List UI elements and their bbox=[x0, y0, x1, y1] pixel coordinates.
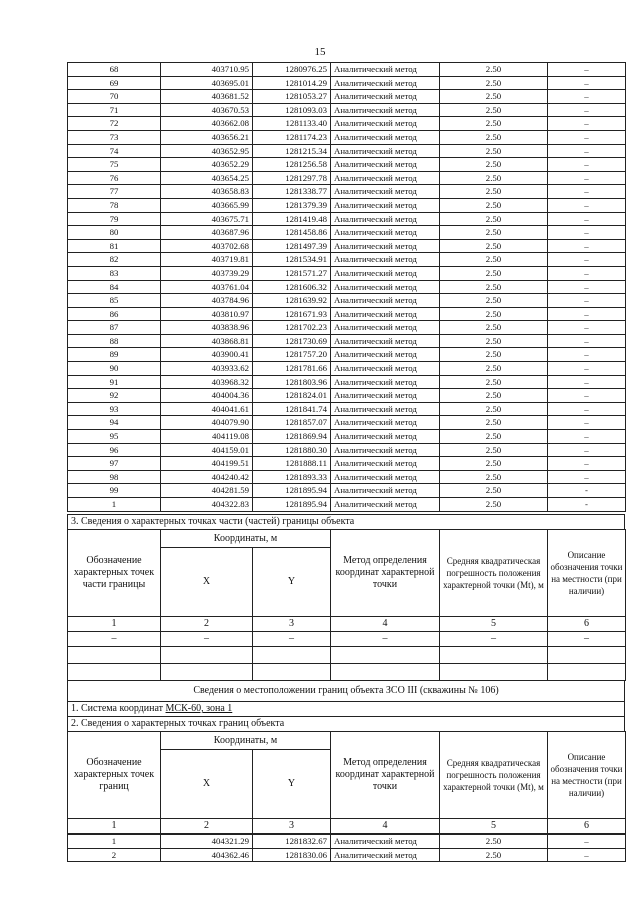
num-4: 4 bbox=[331, 819, 440, 834]
description: – bbox=[548, 198, 626, 212]
y-coordinate: 1281841.74 bbox=[253, 402, 331, 416]
point-id: 99 bbox=[68, 484, 161, 498]
point-id: 86 bbox=[68, 307, 161, 321]
y-coordinate: 1281888.11 bbox=[253, 457, 331, 471]
description: – bbox=[548, 158, 626, 172]
x-coordinate: 403968.32 bbox=[161, 375, 253, 389]
y-coordinate: 1281893.33 bbox=[253, 470, 331, 484]
method: Аналитический метод bbox=[331, 212, 440, 226]
num-6: 6 bbox=[548, 617, 626, 632]
description: – bbox=[548, 307, 626, 321]
x-coordinate: 403695.01 bbox=[161, 76, 253, 90]
x-coordinate: 403810.97 bbox=[161, 307, 253, 321]
table-row bbox=[68, 185, 626, 199]
x-coordinate: 404079.90 bbox=[161, 416, 253, 430]
x-coordinate: 403654.25 bbox=[161, 171, 253, 185]
point-id: 85 bbox=[68, 294, 161, 308]
error-value: 2.50 bbox=[440, 430, 548, 444]
description: – bbox=[548, 416, 626, 430]
coordinate-system bbox=[67, 701, 625, 716]
error-value: 2.50 bbox=[440, 76, 548, 90]
error-value: 2.50 bbox=[440, 498, 548, 512]
error-value: 2.50 bbox=[440, 144, 548, 158]
description: – bbox=[548, 239, 626, 253]
point-id: 91 bbox=[68, 375, 161, 389]
point-id: 76 bbox=[68, 171, 161, 185]
y-coordinate: 1281215.34 bbox=[253, 144, 331, 158]
error-value: 2.50 bbox=[440, 103, 548, 117]
error-value: 2.50 bbox=[440, 484, 548, 498]
dash-cell: – bbox=[161, 632, 253, 647]
table-row bbox=[68, 130, 626, 144]
table-row bbox=[68, 348, 626, 362]
method: Аналитический метод bbox=[331, 443, 440, 457]
description: – bbox=[548, 470, 626, 484]
error-value: 2.50 bbox=[440, 117, 548, 131]
x-coordinate: 403933.62 bbox=[161, 362, 253, 376]
point-id: 79 bbox=[68, 212, 161, 226]
method: Аналитический метод bbox=[331, 835, 440, 849]
description-header: Описание обозначения точки на местности (при наличии) bbox=[548, 530, 626, 617]
method: Аналитический метод bbox=[331, 321, 440, 335]
description: – bbox=[548, 63, 626, 77]
error-value: 2.50 bbox=[440, 226, 548, 240]
x-coordinate: 403681.52 bbox=[161, 90, 253, 104]
dash-cell: – bbox=[548, 632, 626, 647]
point-id: 72 bbox=[68, 117, 161, 131]
table-row bbox=[68, 498, 626, 512]
y-coordinate: 1281571.27 bbox=[253, 266, 331, 280]
dash-cell: – bbox=[253, 632, 331, 647]
table-row bbox=[68, 443, 626, 457]
num-1: 1 bbox=[68, 819, 161, 834]
error-value: 2.50 bbox=[440, 90, 548, 104]
table-row bbox=[68, 294, 626, 308]
method: Аналитический метод bbox=[331, 158, 440, 172]
error-value: 2.50 bbox=[440, 389, 548, 403]
method: Аналитический метод bbox=[331, 348, 440, 362]
x-coordinate: 403670.53 bbox=[161, 103, 253, 117]
point-id: 75 bbox=[68, 158, 161, 172]
coords-header: Координаты, м bbox=[161, 530, 331, 548]
description: – bbox=[548, 144, 626, 158]
error-value: 2.50 bbox=[440, 348, 548, 362]
table-row bbox=[68, 63, 626, 77]
x-header: X bbox=[161, 750, 253, 819]
coords-header: Координаты, м bbox=[161, 732, 331, 750]
description: – bbox=[548, 334, 626, 348]
error-value: 2.50 bbox=[440, 470, 548, 484]
error-value: 2.50 bbox=[440, 253, 548, 267]
error-value: 2.50 bbox=[440, 321, 548, 335]
y-coordinate: 1281458.86 bbox=[253, 226, 331, 240]
description: – bbox=[548, 348, 626, 362]
y-coordinate: 1281824.01 bbox=[253, 389, 331, 403]
method: Аналитический метод bbox=[331, 498, 440, 512]
table-row bbox=[68, 375, 626, 389]
y-coordinate: 1281895.94 bbox=[253, 484, 331, 498]
method: Аналитический метод bbox=[331, 185, 440, 199]
dash-cell: – bbox=[68, 632, 161, 647]
x-coordinate: 403652.95 bbox=[161, 144, 253, 158]
table-row bbox=[68, 307, 626, 321]
coordinate-system-value: МСК-60, зона 1 bbox=[165, 703, 233, 714]
point-id: 2 bbox=[68, 848, 161, 862]
table-row bbox=[68, 90, 626, 104]
zso-title: Сведения о местоположении границ объекта ЗСО III (скважины № 106) bbox=[67, 681, 625, 701]
num-2: 2 bbox=[161, 617, 253, 632]
point-id: 81 bbox=[68, 239, 161, 253]
num-6: 6 bbox=[548, 819, 626, 834]
point-id: 90 bbox=[68, 362, 161, 376]
error-value: 2.50 bbox=[440, 294, 548, 308]
method: Аналитический метод bbox=[331, 239, 440, 253]
x-coordinate: 403656.21 bbox=[161, 130, 253, 144]
section-3-table bbox=[67, 529, 626, 681]
section-3-title: 3. Сведения о характерных точках части (частей) границы объекта bbox=[67, 514, 625, 529]
x-coordinate: 404281.59 bbox=[161, 484, 253, 498]
y-header: Y bbox=[253, 750, 331, 819]
point-id: 1 bbox=[68, 835, 161, 849]
num-3: 3 bbox=[253, 617, 331, 632]
x-coordinate: 403665.99 bbox=[161, 198, 253, 212]
point-id: 88 bbox=[68, 334, 161, 348]
y-header: Y bbox=[253, 548, 331, 617]
x-coordinate: 404119.08 bbox=[161, 430, 253, 444]
point-id: 73 bbox=[68, 130, 161, 144]
point-id: 69 bbox=[68, 76, 161, 90]
section-3 bbox=[67, 514, 625, 862]
method: Аналитический метод bbox=[331, 362, 440, 376]
method: Аналитический метод bbox=[331, 171, 440, 185]
method: Аналитический метод bbox=[331, 307, 440, 321]
description: – bbox=[548, 212, 626, 226]
error-header: Средняя квадратическая погрешность положения характерной точки (Mt), м bbox=[440, 732, 548, 819]
x-coordinate: 403761.04 bbox=[161, 280, 253, 294]
point-id: 83 bbox=[68, 266, 161, 280]
x-coordinate: 403652.29 bbox=[161, 158, 253, 172]
table-row bbox=[68, 226, 626, 240]
description: – bbox=[548, 253, 626, 267]
error-value: 2.50 bbox=[440, 185, 548, 199]
method: Аналитический метод bbox=[331, 63, 440, 77]
point-id: 92 bbox=[68, 389, 161, 403]
x-coordinate: 403868.81 bbox=[161, 334, 253, 348]
error-value: 2.50 bbox=[440, 130, 548, 144]
method: Аналитический метод bbox=[331, 226, 440, 240]
x-coordinate: 404004.36 bbox=[161, 389, 253, 403]
description: – bbox=[548, 103, 626, 117]
table-row bbox=[68, 362, 626, 376]
x-coordinate: 403702.68 bbox=[161, 239, 253, 253]
description: – bbox=[548, 280, 626, 294]
y-coordinate: 1281639.92 bbox=[253, 294, 331, 308]
description-header: Описание обозначения точки на местности (при наличии) bbox=[548, 732, 626, 819]
description: – bbox=[548, 430, 626, 444]
error-value: 2.50 bbox=[440, 402, 548, 416]
method: Аналитический метод bbox=[331, 457, 440, 471]
description: – bbox=[548, 362, 626, 376]
method: Аналитический метод bbox=[331, 430, 440, 444]
table-row bbox=[68, 253, 626, 267]
table-row bbox=[68, 198, 626, 212]
x-coordinate: 404322.83 bbox=[161, 498, 253, 512]
description: – bbox=[548, 90, 626, 104]
table-row bbox=[68, 117, 626, 131]
error-value: 2.50 bbox=[440, 266, 548, 280]
point-id: 87 bbox=[68, 321, 161, 335]
error-value: 2.50 bbox=[440, 362, 548, 376]
num-2: 2 bbox=[161, 819, 253, 834]
table-row bbox=[68, 416, 626, 430]
point-id: 70 bbox=[68, 90, 161, 104]
dash-cell: – bbox=[440, 632, 548, 647]
table-row bbox=[68, 158, 626, 172]
x-coordinate: 404041.61 bbox=[161, 402, 253, 416]
point-id: 94 bbox=[68, 416, 161, 430]
method: Аналитический метод bbox=[331, 253, 440, 267]
method: Аналитический метод bbox=[331, 848, 440, 862]
description: – bbox=[548, 389, 626, 403]
x-coordinate: 403784.96 bbox=[161, 294, 253, 308]
y-coordinate: 1281256.58 bbox=[253, 158, 331, 172]
description: - bbox=[548, 484, 626, 498]
x-coordinate: 403675.71 bbox=[161, 212, 253, 226]
y-coordinate: 1281803.96 bbox=[253, 375, 331, 389]
method: Аналитический метод bbox=[331, 266, 440, 280]
table-row bbox=[68, 835, 626, 849]
y-coordinate: 1281895.94 bbox=[253, 498, 331, 512]
x-coordinate: 404240.42 bbox=[161, 470, 253, 484]
y-coordinate: 1281133.40 bbox=[253, 117, 331, 131]
method: Аналитический метод bbox=[331, 402, 440, 416]
description: – bbox=[548, 76, 626, 90]
point-id: 80 bbox=[68, 226, 161, 240]
num-5: 5 bbox=[440, 819, 548, 834]
method: Аналитический метод bbox=[331, 90, 440, 104]
error-value: 2.50 bbox=[440, 212, 548, 226]
method: Аналитический метод bbox=[331, 334, 440, 348]
table-row bbox=[68, 334, 626, 348]
x-coordinate: 403710.95 bbox=[161, 63, 253, 77]
error-value: 2.50 bbox=[440, 239, 548, 253]
table-row bbox=[68, 171, 626, 185]
x-coordinate: 403719.81 bbox=[161, 253, 253, 267]
table-row bbox=[68, 430, 626, 444]
y-coordinate: 1281702.23 bbox=[253, 321, 331, 335]
description: – bbox=[548, 402, 626, 416]
y-coordinate: 1281880.30 bbox=[253, 443, 331, 457]
y-coordinate: 1281606.32 bbox=[253, 280, 331, 294]
table-row bbox=[68, 280, 626, 294]
point-id: 84 bbox=[68, 280, 161, 294]
point-id: 74 bbox=[68, 144, 161, 158]
description: – bbox=[548, 185, 626, 199]
zso-table bbox=[67, 731, 626, 834]
point-id: 98 bbox=[68, 470, 161, 484]
method: Аналитический метод bbox=[331, 144, 440, 158]
description: – bbox=[548, 171, 626, 185]
zso-section-2-title: 2. Сведения о характерных точках границ объекта bbox=[67, 716, 625, 731]
x-coordinate: 403662.08 bbox=[161, 117, 253, 131]
method-header: Метод определения координат характерной точки bbox=[331, 732, 440, 819]
table-row bbox=[68, 266, 626, 280]
method: Аналитический метод bbox=[331, 198, 440, 212]
y-coordinate: 1281781.66 bbox=[253, 362, 331, 376]
y-coordinate: 1281419.48 bbox=[253, 212, 331, 226]
error-value: 2.50 bbox=[440, 835, 548, 849]
dash-cell: – bbox=[331, 632, 440, 647]
description: – bbox=[548, 375, 626, 389]
table-row bbox=[68, 457, 626, 471]
x-coordinate: 403838.96 bbox=[161, 321, 253, 335]
y-coordinate: 1281832.67 bbox=[253, 835, 331, 849]
error-value: 2.50 bbox=[440, 334, 548, 348]
point-id: 1 bbox=[68, 498, 161, 512]
num-3: 3 bbox=[253, 819, 331, 834]
method-header: Метод определения координат характерной точки bbox=[331, 530, 440, 617]
y-coordinate: 1281534.91 bbox=[253, 253, 331, 267]
point-id: 97 bbox=[68, 457, 161, 471]
x-coordinate: 404159.01 bbox=[161, 443, 253, 457]
y-coordinate: 1280976.25 bbox=[253, 63, 331, 77]
table-row bbox=[68, 239, 626, 253]
col-point-header: Обозначение характерных точек границ bbox=[68, 732, 161, 819]
method: Аналитический метод bbox=[331, 103, 440, 117]
point-id: 68 bbox=[68, 63, 161, 77]
y-coordinate: 1281757.20 bbox=[253, 348, 331, 362]
error-value: 2.50 bbox=[440, 375, 548, 389]
num-4: 4 bbox=[331, 617, 440, 632]
x-coordinate: 403687.96 bbox=[161, 226, 253, 240]
error-value: 2.50 bbox=[440, 171, 548, 185]
num-5: 5 bbox=[440, 617, 548, 632]
y-coordinate: 1281297.78 bbox=[253, 171, 331, 185]
x-coordinate: 403900.41 bbox=[161, 348, 253, 362]
table-row bbox=[68, 212, 626, 226]
description: - bbox=[548, 498, 626, 512]
description: – bbox=[548, 321, 626, 335]
table-row bbox=[68, 103, 626, 117]
y-coordinate: 1281093.03 bbox=[253, 103, 331, 117]
y-coordinate: 1281830.06 bbox=[253, 848, 331, 862]
point-id: 78 bbox=[68, 198, 161, 212]
page-number: 15 bbox=[314, 46, 326, 58]
x-coordinate: 404362.46 bbox=[161, 848, 253, 862]
y-coordinate: 1281869.94 bbox=[253, 430, 331, 444]
table-row bbox=[68, 76, 626, 90]
table-row bbox=[68, 402, 626, 416]
error-header: Средняя квадратическая погрешность положения характерной точки (Mt), м bbox=[440, 530, 548, 617]
num-1: 1 bbox=[68, 617, 161, 632]
x-header: X bbox=[161, 548, 253, 617]
y-coordinate: 1281014.29 bbox=[253, 76, 331, 90]
coordinate-system-label: 1. Система координат bbox=[71, 703, 166, 714]
table-row bbox=[68, 848, 626, 862]
method: Аналитический метод bbox=[331, 76, 440, 90]
description: – bbox=[548, 266, 626, 280]
points-table bbox=[67, 62, 626, 512]
method: Аналитический метод bbox=[331, 375, 440, 389]
y-coordinate: 1281671.93 bbox=[253, 307, 331, 321]
y-coordinate: 1281174.23 bbox=[253, 130, 331, 144]
error-value: 2.50 bbox=[440, 416, 548, 430]
error-value: 2.50 bbox=[440, 848, 548, 862]
table-row bbox=[68, 144, 626, 158]
description: – bbox=[548, 226, 626, 240]
point-id: 82 bbox=[68, 253, 161, 267]
method: Аналитический метод bbox=[331, 389, 440, 403]
x-coordinate: 404199.51 bbox=[161, 457, 253, 471]
point-id: 77 bbox=[68, 185, 161, 199]
error-value: 2.50 bbox=[440, 280, 548, 294]
method: Аналитический метод bbox=[331, 416, 440, 430]
x-coordinate: 404321.29 bbox=[161, 835, 253, 849]
point-id: 95 bbox=[68, 430, 161, 444]
point-id: 71 bbox=[68, 103, 161, 117]
error-value: 2.50 bbox=[440, 443, 548, 457]
y-coordinate: 1281497.39 bbox=[253, 239, 331, 253]
y-coordinate: 1281857.07 bbox=[253, 416, 331, 430]
point-id: 96 bbox=[68, 443, 161, 457]
error-value: 2.50 bbox=[440, 198, 548, 212]
description: – bbox=[548, 130, 626, 144]
method: Аналитический метод bbox=[331, 294, 440, 308]
y-coordinate: 1281730.69 bbox=[253, 334, 331, 348]
description: – bbox=[548, 443, 626, 457]
method: Аналитический метод bbox=[331, 470, 440, 484]
table-row bbox=[68, 321, 626, 335]
error-value: 2.50 bbox=[440, 457, 548, 471]
error-value: 2.50 bbox=[440, 158, 548, 172]
y-coordinate: 1281379.39 bbox=[253, 198, 331, 212]
x-coordinate: 403739.29 bbox=[161, 266, 253, 280]
y-coordinate: 1281053.27 bbox=[253, 90, 331, 104]
error-value: 2.50 bbox=[440, 307, 548, 321]
zso-points-table bbox=[67, 834, 626, 862]
description: – bbox=[548, 117, 626, 131]
table-row bbox=[68, 470, 626, 484]
point-id: 89 bbox=[68, 348, 161, 362]
table-row bbox=[68, 484, 626, 498]
description: – bbox=[548, 457, 626, 471]
method: Аналитический метод bbox=[331, 484, 440, 498]
point-id: 93 bbox=[68, 402, 161, 416]
error-value: 2.50 bbox=[440, 63, 548, 77]
method: Аналитический метод bbox=[331, 130, 440, 144]
method: Аналитический метод bbox=[331, 117, 440, 131]
table-row bbox=[68, 389, 626, 403]
description: – bbox=[548, 294, 626, 308]
x-coordinate: 403658.83 bbox=[161, 185, 253, 199]
description: – bbox=[548, 848, 626, 862]
col-point-header: Обозначение характерных точек части границы bbox=[68, 530, 161, 617]
y-coordinate: 1281338.77 bbox=[253, 185, 331, 199]
method: Аналитический метод bbox=[331, 280, 440, 294]
description: – bbox=[548, 835, 626, 849]
